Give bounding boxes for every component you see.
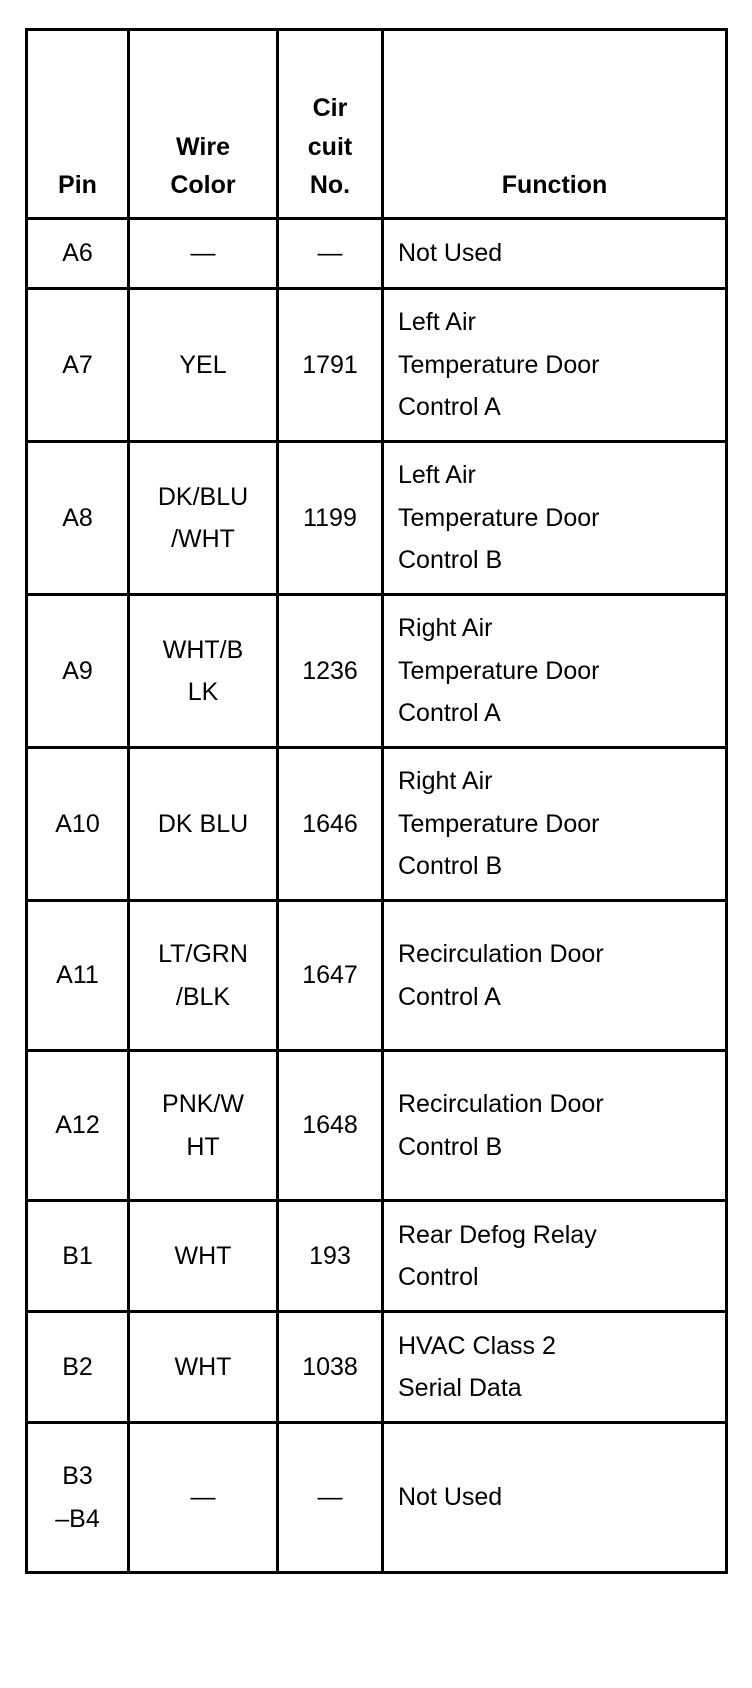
wire-color-cell: LT/GRN /BLK bbox=[129, 901, 278, 1051]
header-row bbox=[27, 30, 727, 219]
table-row bbox=[27, 1201, 727, 1312]
function-cell: Left Air Temperature Door Control B bbox=[383, 442, 727, 595]
table-row bbox=[27, 595, 727, 748]
wire-color-cell: DK/BLU /WHT bbox=[129, 442, 278, 595]
circuit-cell: 1648 bbox=[278, 1051, 383, 1201]
circuit-cell: — bbox=[278, 1423, 383, 1573]
table-row bbox=[27, 1051, 727, 1201]
pin-cell: B1 bbox=[27, 1201, 129, 1312]
function-cell: Recirculation Door Control B bbox=[383, 1051, 727, 1201]
table-row bbox=[27, 442, 727, 595]
circuit-cell: 1647 bbox=[278, 901, 383, 1051]
function-header: Function bbox=[383, 30, 727, 219]
circuit-cell: 1038 bbox=[278, 1312, 383, 1423]
pin-cell: A11 bbox=[27, 901, 129, 1051]
circuit-cell: 193 bbox=[278, 1201, 383, 1312]
table-row bbox=[27, 748, 727, 901]
wire-color-cell: — bbox=[129, 219, 278, 289]
function-cell: Right Air Temperature Door Control B bbox=[383, 748, 727, 901]
wire-color-cell: WHT bbox=[129, 1312, 278, 1423]
wire-color-cell: — bbox=[129, 1423, 278, 1573]
function-cell: Not Used bbox=[383, 219, 727, 289]
function-cell: Right Air Temperature Door Control A bbox=[383, 595, 727, 748]
pin-cell: A9 bbox=[27, 595, 129, 748]
circuit-cell: 1236 bbox=[278, 595, 383, 748]
circuit-cell: — bbox=[278, 219, 383, 289]
pin-cell: B2 bbox=[27, 1312, 129, 1423]
wire-color-cell: PNK/W HT bbox=[129, 1051, 278, 1201]
table-row bbox=[27, 1312, 727, 1423]
pin-cell: A6 bbox=[27, 219, 129, 289]
circuit-no-header: Cir cuit No. bbox=[278, 30, 383, 219]
wire-color-cell: YEL bbox=[129, 289, 278, 442]
pin-header: Pin bbox=[27, 30, 129, 219]
function-cell: HVAC Class 2 Serial Data bbox=[383, 1312, 727, 1423]
wire-color-cell: WHT/B LK bbox=[129, 595, 278, 748]
table-row bbox=[27, 901, 727, 1051]
function-cell: Rear Defog Relay Control bbox=[383, 1201, 727, 1312]
pin-cell: A7 bbox=[27, 289, 129, 442]
table-row bbox=[27, 1423, 727, 1573]
wire-color-header: Wire Color bbox=[129, 30, 278, 219]
wire-color-cell: DK BLU bbox=[129, 748, 278, 901]
table-row bbox=[27, 219, 727, 289]
pin-cell: B3 –B4 bbox=[27, 1423, 129, 1573]
function-cell: Not Used bbox=[383, 1423, 727, 1573]
connector-pin-table bbox=[25, 28, 728, 1574]
circuit-cell: 1646 bbox=[278, 748, 383, 901]
function-cell: Left Air Temperature Door Control A bbox=[383, 289, 727, 442]
circuit-cell: 1199 bbox=[278, 442, 383, 595]
function-cell: Recirculation Door Control A bbox=[383, 901, 727, 1051]
table-row bbox=[27, 289, 727, 442]
circuit-cell: 1791 bbox=[278, 289, 383, 442]
pin-cell: A12 bbox=[27, 1051, 129, 1201]
pin-cell: A8 bbox=[27, 442, 129, 595]
pin-cell: A10 bbox=[27, 748, 129, 901]
wire-color-cell: WHT bbox=[129, 1201, 278, 1312]
